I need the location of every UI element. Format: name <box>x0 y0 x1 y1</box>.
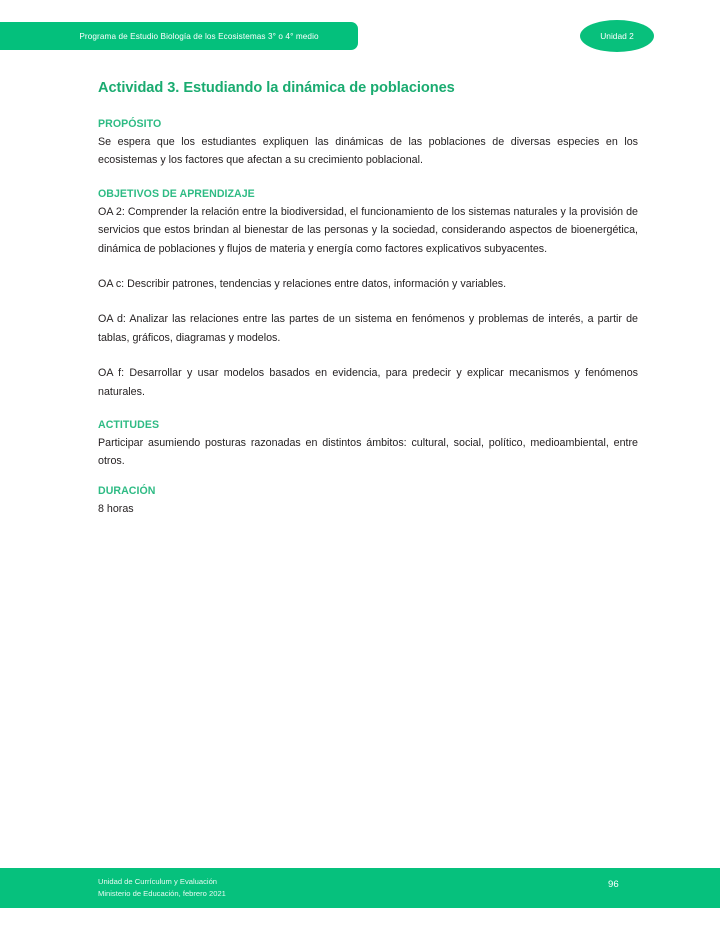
unit-badge-label: Unidad 2 <box>600 31 634 41</box>
spacer <box>98 347 638 364</box>
spacer <box>98 258 638 275</box>
page-number: 96 <box>608 879 619 890</box>
page-title: Actividad 3. Estudiando la dinámica de poblaciones <box>98 80 455 96</box>
unit-badge <box>580 20 654 52</box>
objetivo-oac-text: OA c: Describir patrones, tendencias y relaciones entre datos, información y variables. <box>98 278 507 291</box>
spacer <box>98 293 638 310</box>
footer-line-2: Ministerio de Educación, febrero 2021 <box>98 888 226 898</box>
section-duracion <box>98 485 638 518</box>
section-proposito <box>98 118 638 170</box>
spacer <box>98 471 638 485</box>
proposito-text: Se espera que los estudiantes expliquen las dinámicas de las poblaciones de diversas especies en los ecosistemas y los factores que afectan a su crecimiento poblacional. <box>98 136 638 167</box>
objetivo-oad-text: OA d: Analizar las relaciones entre las partes de un sistema en fenómenos y problemas de interés, a partir de tablas, gráficos, diagramas y modelos. <box>98 313 638 344</box>
section-heading-actitudes: ACTITUDES <box>98 419 160 432</box>
spacer <box>98 401 638 419</box>
spacer <box>98 170 638 188</box>
document-content <box>98 80 638 518</box>
header-program-title: Programa de Estudio Biología de los Ecosistemas 3° o 4° medio <box>79 31 319 41</box>
section-heading-objetivos: OBJETIVOS DE APRENDIZAJE <box>98 187 255 200</box>
section-actitudes <box>98 419 638 471</box>
objetivo-oa2-text: OA 2: Comprender la relación entre la biodiversidad, el funcionamiento de los sistemas naturales y la provisión de servicios que estos brindan al bienestar de las personas y la sociedad, considerando aspectos de bioenergética, dinámica de poblaciones y flujos de materia y energía como factores explicativos subyacentes. <box>98 205 638 255</box>
footer-banner <box>0 868 720 908</box>
section-objetivos <box>98 188 638 401</box>
section-heading-proposito: PROPÓSITO <box>98 118 162 130</box>
header-banner <box>0 22 358 50</box>
duracion-text: 8 horas <box>98 502 134 515</box>
actitudes-text: Participar asumiendo posturas razonadas en distintos ámbitos: cultural, social, político, medioambiental, entre otros. <box>98 437 638 468</box>
footer-line-1: Unidad de Currículum y Evaluación <box>98 877 218 886</box>
objetivo-oaf-text: OA f: Desarrollar y usar modelos basados en evidencia, para predecir y explicar mecanismos y fenómenos naturales. <box>98 367 638 398</box>
section-heading-duracion: DURACIÓN <box>98 484 156 497</box>
footer-organization <box>98 876 226 900</box>
